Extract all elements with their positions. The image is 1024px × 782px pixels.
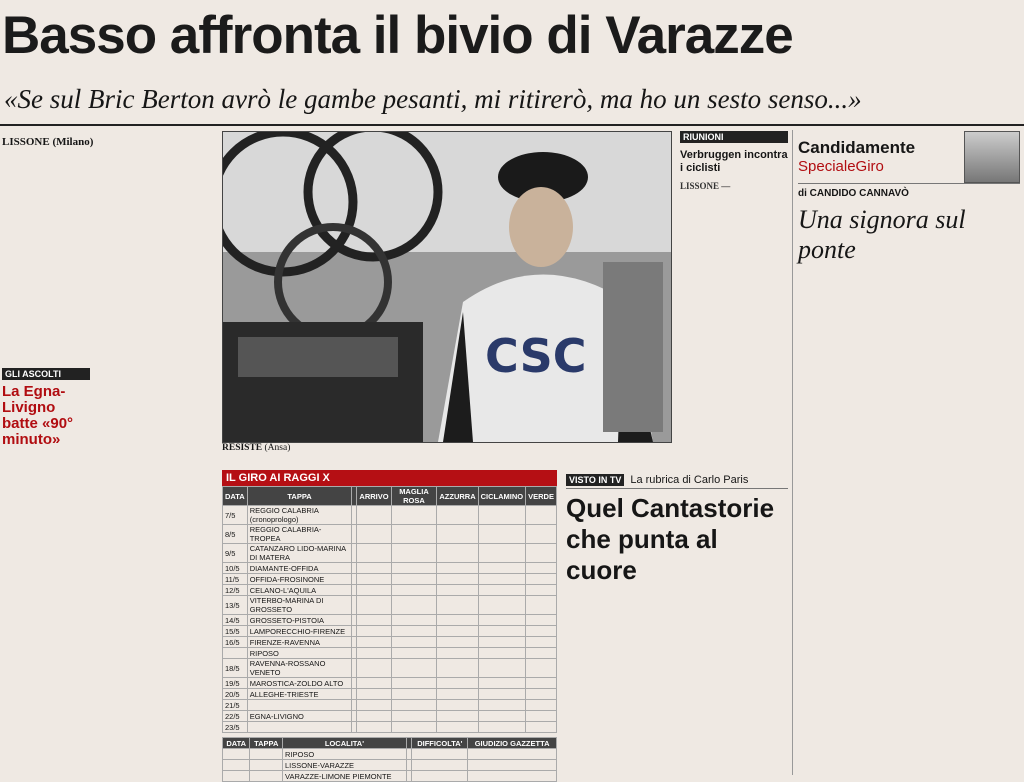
table-cell <box>391 722 437 733</box>
table-cell <box>437 506 478 525</box>
table-cell <box>478 689 526 700</box>
table-cell <box>391 711 437 722</box>
table-cell <box>223 648 248 659</box>
table-cell <box>437 637 478 648</box>
table-row <box>223 574 557 585</box>
table-cell <box>526 648 557 659</box>
table-cell <box>357 615 391 626</box>
table-cell: OFFIDA-FROSINONE <box>247 574 352 585</box>
author-photo <box>964 131 1020 183</box>
table-cell <box>250 771 283 782</box>
table-cell <box>437 626 478 637</box>
table-cell <box>478 615 526 626</box>
table-cell <box>526 678 557 689</box>
photo-credit: (Ansa) <box>264 443 291 453</box>
table-cell <box>391 637 437 648</box>
article-continuation <box>95 370 219 580</box>
table-row <box>223 585 557 596</box>
table-cell: 10/5 <box>223 563 248 574</box>
table-cell: 8/5 <box>223 525 248 544</box>
table-cell <box>468 749 557 760</box>
table-header-cell: MAGLIA ROSA <box>391 487 437 506</box>
table-cell <box>412 760 468 771</box>
table-cell: DIAMANTE-OFFIDA <box>247 563 352 574</box>
sidebar-label: GLI ASCOLTI <box>2 368 90 380</box>
table-title: IL GIRO AI RAGGI X <box>222 470 557 486</box>
table-cell <box>526 574 557 585</box>
photo-caption <box>222 443 670 454</box>
table-cell: 7/5 <box>223 506 248 525</box>
table-cell: LAMPORECCHIO-FIRENZE <box>247 626 352 637</box>
table-header-cell: CICLAMINO <box>478 487 526 506</box>
table-cell: GROSSETO-PISTOIA <box>247 615 352 626</box>
table-cell <box>357 563 391 574</box>
table-cell <box>247 722 352 733</box>
table-cell <box>526 544 557 563</box>
table-cell <box>468 760 557 771</box>
table-cell: 9/5 <box>223 544 248 563</box>
svg-text:CSC: CSC <box>485 329 587 383</box>
rider-illustration <box>223 132 671 442</box>
table-cell <box>391 626 437 637</box>
table-cell <box>526 700 557 711</box>
header-rule <box>0 124 1024 126</box>
table-row <box>223 648 557 659</box>
table-row <box>223 544 557 563</box>
table-cell <box>478 678 526 689</box>
table-cell: 19/5 <box>223 678 248 689</box>
table-cell <box>526 626 557 637</box>
table-row <box>223 615 557 626</box>
table-cell <box>437 648 478 659</box>
table-cell <box>357 574 391 585</box>
table-cell: RIPOSO <box>247 648 352 659</box>
table-cell <box>478 525 526 544</box>
table-cell <box>357 585 391 596</box>
table-cell <box>478 506 526 525</box>
table-cell <box>437 615 478 626</box>
table-cell <box>437 574 478 585</box>
table-header-cell: DATA <box>223 738 250 749</box>
stages-table <box>222 486 557 733</box>
page-subhead: «Se sul Bric Berton avrò le gambe pesanti, mi ritirerò, ma ho un sesto senso...» <box>4 84 862 114</box>
tv-column <box>566 474 788 594</box>
table-cell <box>247 700 352 711</box>
table-cell <box>478 596 526 615</box>
column-title: Una signora sul ponte <box>798 205 966 264</box>
table-cell <box>391 689 437 700</box>
sidebar-title: La Egna-Livigno batte «90° minuto» <box>2 383 74 448</box>
table-cell <box>478 700 526 711</box>
table-cell <box>391 525 437 544</box>
main-article-column <box>2 128 214 368</box>
table-cell: CATANZARO LIDO-MARINA DI MATERA <box>247 544 352 563</box>
table-cell: 20/5 <box>223 689 248 700</box>
table-cell <box>478 574 526 585</box>
table-cell <box>526 615 557 626</box>
riunioni-title: Verbruggen incontra i ciclisti <box>680 149 788 174</box>
table-cell <box>526 659 557 678</box>
riunioni-dateline: LISSONE — <box>680 181 731 191</box>
table-header-cell: VERDE <box>526 487 557 506</box>
table-cell <box>412 749 468 760</box>
table-cell <box>526 722 557 733</box>
table-cell <box>357 700 391 711</box>
table-cell <box>478 563 526 574</box>
table-row <box>223 749 557 760</box>
column-brand-bottom: SpecialeGiro <box>798 158 884 175</box>
table-cell: 23/5 <box>223 722 248 733</box>
table-cell <box>437 722 478 733</box>
table-row <box>223 506 557 525</box>
table-row <box>223 637 557 648</box>
table-cell <box>526 506 557 525</box>
table-cell <box>478 711 526 722</box>
table-cell <box>357 722 391 733</box>
table-row <box>223 563 557 574</box>
column-byline: di CANDIDO CANNAVÒ <box>798 188 909 199</box>
table-cell <box>437 678 478 689</box>
column-divider <box>792 130 793 775</box>
table-cell <box>391 574 437 585</box>
table-row <box>223 711 557 722</box>
table-cell <box>478 544 526 563</box>
caption-lead: RESISTE <box>222 443 263 453</box>
table-cell <box>478 722 526 733</box>
table-cell <box>437 700 478 711</box>
table-header-cell: LOCALITA' <box>283 738 407 749</box>
article-dateline: LISSONE (Milano) <box>2 136 94 148</box>
table-cell <box>391 585 437 596</box>
upcoming-stages-table <box>222 737 557 782</box>
tv-label: VISTO IN TV <box>566 474 624 486</box>
table-cell <box>526 689 557 700</box>
table-cell <box>391 615 437 626</box>
table-cell <box>357 626 391 637</box>
table-cell: REGGIO CALABRIA-TROPEA <box>247 525 352 544</box>
table-cell <box>391 678 437 689</box>
table-cell: 16/5 <box>223 637 248 648</box>
table-cell <box>357 544 391 563</box>
table-row <box>223 722 557 733</box>
table-cell <box>391 659 437 678</box>
table-cell: ALLEGHE-TRIESTE <box>247 689 352 700</box>
table-row <box>223 689 557 700</box>
table-cell <box>437 659 478 678</box>
table-row <box>223 771 557 782</box>
table-cell: 14/5 <box>223 615 248 626</box>
riunioni-box <box>680 131 788 461</box>
table-cell <box>223 749 250 760</box>
table-row <box>223 760 557 771</box>
table-cell <box>412 771 468 782</box>
table-cell <box>357 678 391 689</box>
table-cell <box>357 659 391 678</box>
table-cell: RAVENNA-ROSSANO VENETO <box>247 659 352 678</box>
table-row <box>223 678 557 689</box>
table-header-cell: TAPPA <box>247 487 352 506</box>
table-row <box>223 659 557 678</box>
table-cell <box>357 648 391 659</box>
table-cell <box>357 506 391 525</box>
table-cell: VARAZZE-LIMONE PIEMONTE <box>283 771 407 782</box>
table-cell: VITERBO-MARINA DI GROSSETO <box>247 596 352 615</box>
table-cell <box>478 585 526 596</box>
page-headline: Basso affronta il bivio di Varazze <box>2 6 793 65</box>
riunioni-label: RIUNIONI <box>680 131 788 143</box>
table-cell: 15/5 <box>223 626 248 637</box>
table-cell: 12/5 <box>223 585 248 596</box>
table-header-cell: AZZURRA <box>437 487 478 506</box>
table-cell <box>391 648 437 659</box>
giro-stats-table <box>222 470 557 782</box>
table-header-cell: TAPPA <box>250 738 283 749</box>
table-cell <box>357 689 391 700</box>
table-cell <box>437 544 478 563</box>
table-cell: REGGIO CALABRIA (cronoprologo) <box>247 506 352 525</box>
table-cell <box>437 596 478 615</box>
table-cell <box>437 525 478 544</box>
table-cell <box>526 525 557 544</box>
table-cell <box>526 711 557 722</box>
table-row <box>223 626 557 637</box>
tv-rubric: La rubrica di Carlo Paris <box>630 474 749 486</box>
table-header-cell: GIUDIZIO GAZZETTA <box>468 738 557 749</box>
table-cell <box>391 700 437 711</box>
table-cell <box>357 525 391 544</box>
table-cell: 22/5 <box>223 711 248 722</box>
table-cell: CELANO-L'AQUILA <box>247 585 352 596</box>
table-cell <box>391 506 437 525</box>
table-cell <box>250 749 283 760</box>
column-brand-top: Candidamente <box>798 138 916 157</box>
table-cell <box>526 596 557 615</box>
table-cell <box>391 544 437 563</box>
table-header-cell: DIFFICOLTA' <box>412 738 468 749</box>
table-header-cell: ARRIVO <box>357 487 391 506</box>
table-cell <box>223 760 250 771</box>
table-cell <box>526 637 557 648</box>
table-header-cell: DATA <box>223 487 248 506</box>
table-cell <box>391 596 437 615</box>
table-cell: FIRENZE-RAVENNA <box>247 637 352 648</box>
article-bottom <box>2 585 218 775</box>
table-cell <box>250 760 283 771</box>
table-row <box>223 700 557 711</box>
table-cell: 21/5 <box>223 700 248 711</box>
table-cell <box>478 659 526 678</box>
table-cell <box>526 563 557 574</box>
opinion-column <box>798 131 1020 273</box>
table-cell <box>437 585 478 596</box>
table-cell <box>468 771 557 782</box>
table-cell <box>223 771 250 782</box>
table-cell: MAROSTICA-ZOLDO ALTO <box>247 678 352 689</box>
table-cell <box>357 596 391 615</box>
table-cell: EGNA-LIVIGNO <box>247 711 352 722</box>
rider-photo <box>222 131 672 443</box>
table-cell: 11/5 <box>223 574 248 585</box>
table-cell <box>391 563 437 574</box>
table-row <box>223 596 557 615</box>
table-cell <box>526 585 557 596</box>
table-cell <box>437 689 478 700</box>
table-cell <box>478 626 526 637</box>
table-cell <box>478 648 526 659</box>
table-cell <box>357 711 391 722</box>
table-cell: RIPOSO <box>283 749 407 760</box>
table-cell <box>437 711 478 722</box>
table-cell <box>437 563 478 574</box>
table-cell <box>357 637 391 648</box>
table-cell <box>478 637 526 648</box>
table-row <box>223 525 557 544</box>
tv-title: Quel Cantastorie che punta al cuore <box>566 493 775 585</box>
table-cell: 18/5 <box>223 659 248 678</box>
table-cell: LISSONE-VARAZZE <box>283 760 407 771</box>
table-cell: 13/5 <box>223 596 248 615</box>
sidebar-box <box>2 368 90 454</box>
